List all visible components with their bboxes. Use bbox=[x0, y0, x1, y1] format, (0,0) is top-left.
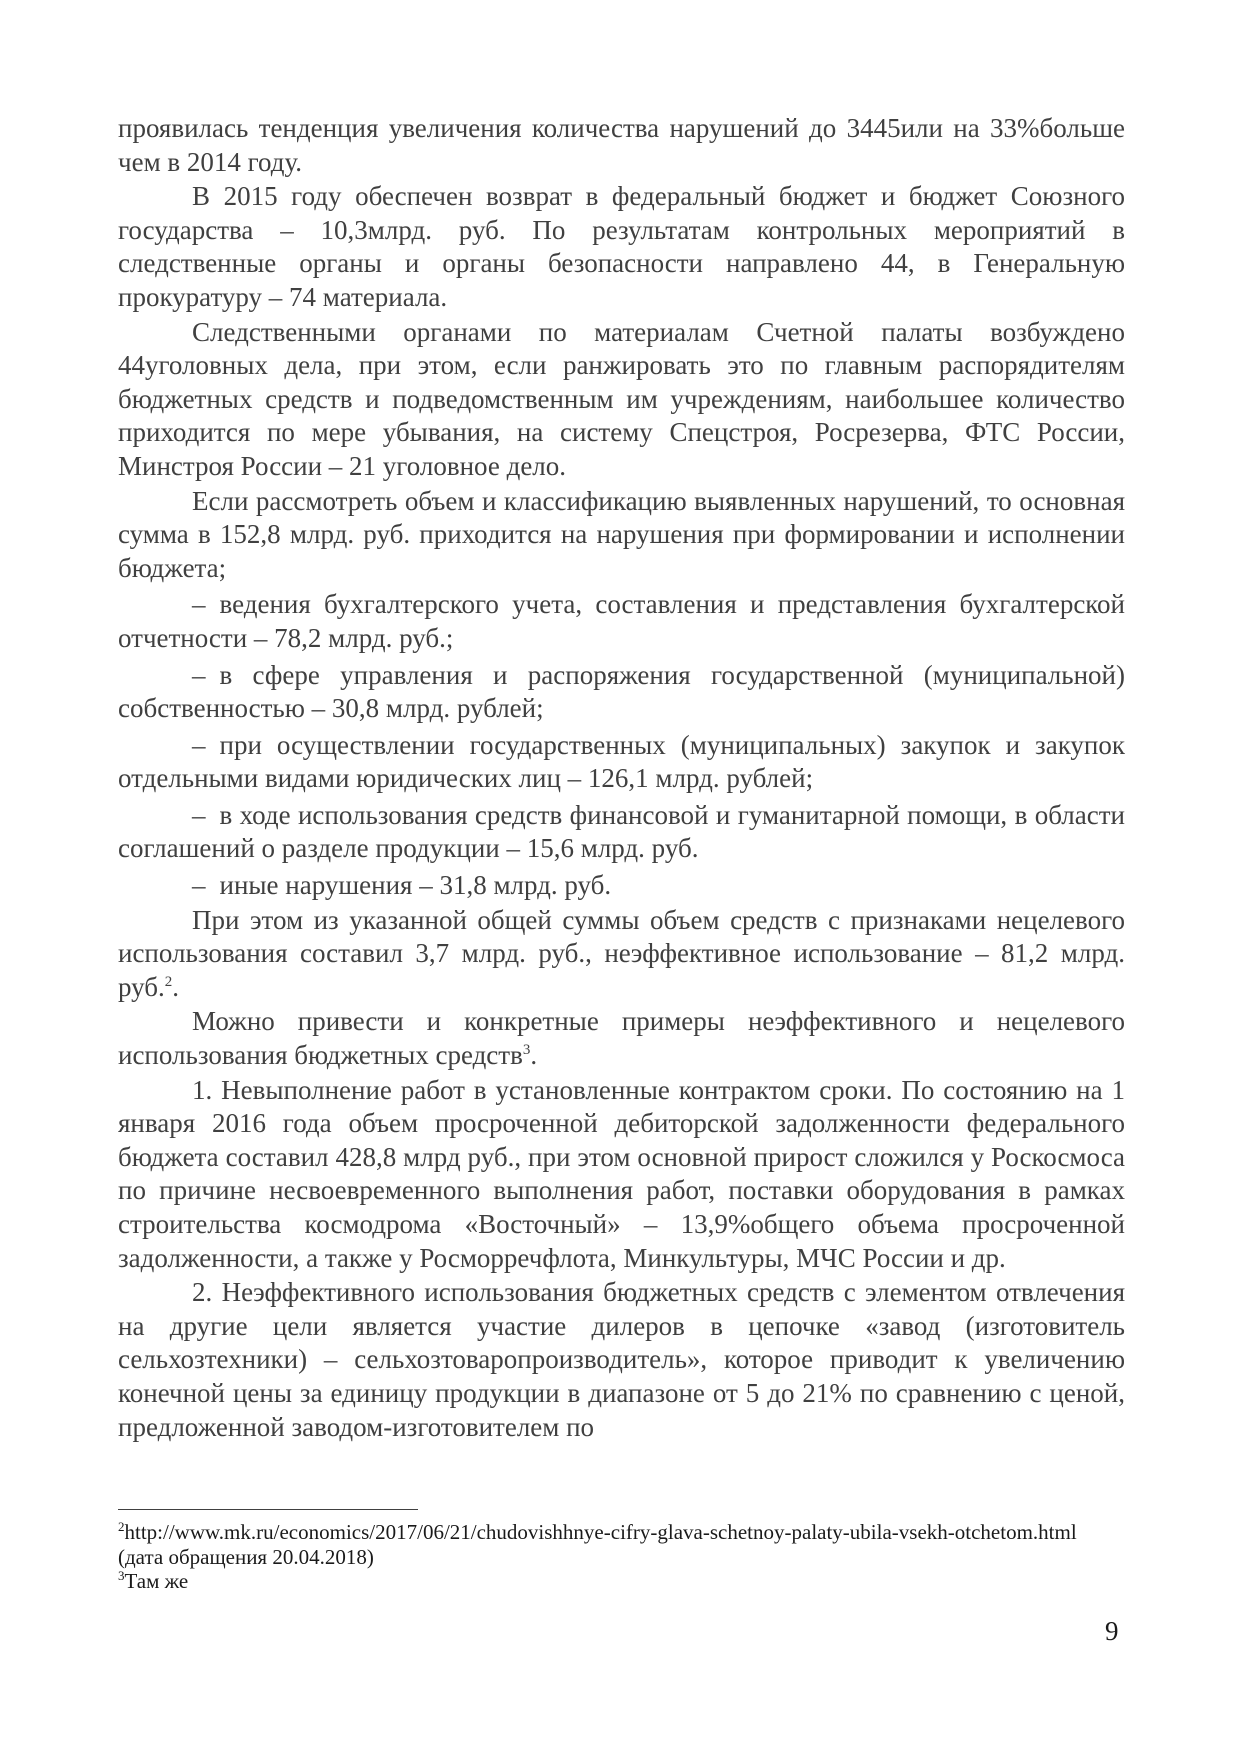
document-body bbox=[118, 112, 1125, 1444]
footnote-ref-3[interactable]: 3 bbox=[522, 1042, 531, 1059]
footnote-text: Там же bbox=[124, 1569, 189, 1593]
footnote-divider bbox=[118, 1509, 418, 1510]
bullet-dash: – bbox=[192, 799, 206, 830]
footnote-3 bbox=[118, 1569, 1125, 1594]
page-number: 9 bbox=[1105, 1616, 1119, 1646]
paragraph-7: 1. Невыполнение работ в установленные контрактом сроки. По состоянию на 1 января 2016 года объем просроченной дебиторской задолженности федерального бюджета составил 428,8 млрд руб., при этом основной прирост сложился у Роскосмоса по причине несвоевременного выполнения работ, поставки оборудования в рамках строительства космодрома «Восточный» – 13,9%общего объема просроченной задолженности, а также у Росморречфлота, Минкультуры, МЧС России и др. bbox=[118, 1074, 1125, 1273]
footnotes bbox=[118, 1520, 1125, 1594]
bullet-dash: – bbox=[192, 589, 206, 620]
paragraph-6 bbox=[118, 1005, 1125, 1072]
bullet-text: иные нарушения – 31,8 млрд. руб. bbox=[219, 870, 612, 901]
bullet-item-3 bbox=[118, 729, 1125, 796]
bullet-item-4 bbox=[118, 799, 1125, 866]
paragraph-5 bbox=[118, 904, 1125, 1005]
paragraph-8: 2. Неэффективного использования бюджетных средств с элементом отвлечения на другие цели является участие дилеров в цепочке «завод (изготовитель сельхозтехники) – сельхозтоваропроизводитель», которое приводит к увеличению конечной цены за единицу продукции в диапазоне от 5 до 21% по сравнению с ценой, предложенной заводом-изготовителем по bbox=[118, 1277, 1125, 1442]
paragraph-5-end: . bbox=[172, 971, 180, 1002]
bullet-item-2 bbox=[118, 659, 1125, 726]
bullet-text: в ходе использования средств финансовой и гуманитарной помощи, в области соглашений о разделе продукции – 15,6 млрд. руб. bbox=[118, 799, 1125, 864]
footnote-mark: 3 bbox=[118, 1568, 125, 1583]
bullet-item-1 bbox=[118, 588, 1125, 655]
bullet-dash: – bbox=[192, 659, 206, 690]
paragraph-5-text: При этом из указанной общей суммы объем средств с признаками нецелевого использования составил 3,7 млрд. руб., неэффективное использование – 81,2 млрд. руб. bbox=[118, 904, 1125, 1002]
paragraph-4: Если рассмотреть объем и классификацию выявленных нарушений, то основная сумма в 152,8 млрд. руб. приходится на нарушения при формировании и исполнении бюджета; bbox=[118, 485, 1125, 583]
bullet-text: при осуществлении государственных (муниципальных) закупок и закупок отдельными видами юридических лиц – 126,1 млрд. рублей; bbox=[118, 729, 1125, 794]
bullet-text: ведения бухгалтерского учета, составления и представления бухгалтерской отчетности – 78,2 млрд. руб.; bbox=[118, 589, 1125, 653]
bullet-dash: – bbox=[192, 870, 206, 901]
footnote-2 bbox=[118, 1520, 1125, 1569]
bullet-text: в сфере управления и распоряжения государственной (муниципальной) собственностью – 30,8 млрд. рублей; bbox=[118, 659, 1125, 724]
footnote-ref-2[interactable]: 2 bbox=[164, 973, 173, 990]
paragraph-3: Следственными органами по материалам Счетной палаты возбуждено 44уголовных дела, при этом, если ранжировать это по главным распорядителям бюджетных средств и подведомственным им учреждениям, наибольшее количество приходится по мере убывания, на систему Спецстроя, Росрезерва, ФТС России, Минстроя России – 21 уголовное дело. bbox=[118, 316, 1125, 481]
bullet-item-5 bbox=[118, 869, 1125, 903]
footnote-mark: 2 bbox=[118, 1519, 125, 1534]
paragraph-1: проявилась тенденция увеличения количества нарушений до 3445или на 33%больше чем в 2014 году. bbox=[118, 113, 1125, 177]
paragraph-2: В 2015 году обеспечен возврат в федеральный бюджет и бюджет Союзного государства – 10,3млрд. руб. По результатам контрольных мероприятий в следственные органы и органы безопасности направлено 44, в Генеральную прокуратуру – 74 материала. bbox=[118, 181, 1125, 312]
footnote-link[interactable]: http://www.mk.ru/economics/2017/06/21/chudovishhnye-cifry-glava-schetnoy-palaty-ubila-vsekh-otchetom.html (дата обращения 20.04.2018) bbox=[118, 1520, 1077, 1569]
bullet-dash: – bbox=[192, 729, 206, 760]
paragraph-6-text: Можно привести и конкретные примеры неэффективного и нецелевого использования бюджетных средств bbox=[118, 1006, 1125, 1071]
paragraph-6-end: . bbox=[530, 1040, 538, 1071]
